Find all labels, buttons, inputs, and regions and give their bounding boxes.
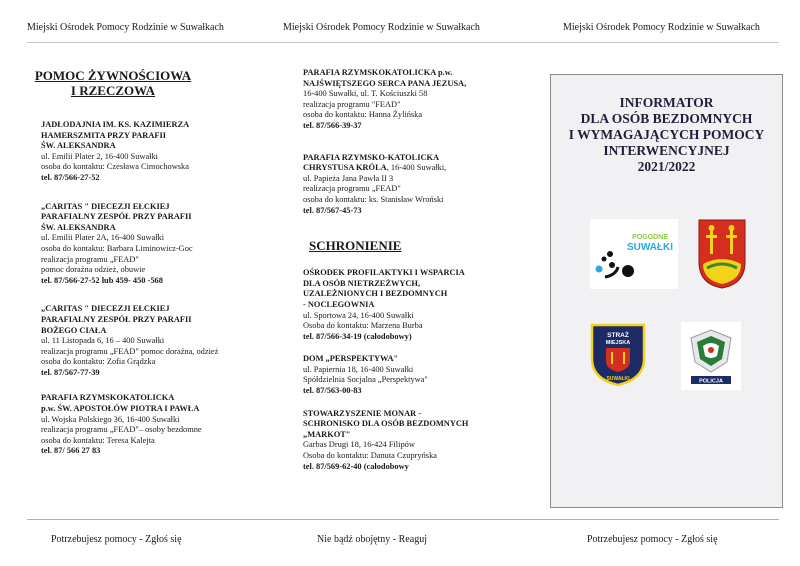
pogodne-suwalki-logo xyxy=(590,219,678,289)
shelter-entry-1: OŚRODEK PROFILAKTYKI I WSPARCIA DLA OSÓB NIETRZEŹWYCH, UZALEŻNIONYCH I BEZDOMNYCH - NOCLEGOWNIA ul. Sportowa 24, 16-400 Suwałki Osoba do kontaktu: Marzena Burba tel. 87/566-34-19 (całodobowy) xyxy=(303,268,528,342)
shelter-entry-3: STOWARZYSZENIE MONAR - SCHRONISKO DLA OSÓB BEZDOMNYCH „MARKOT" Garbas Drugi 18, 16-424 Filipów Osoba do kontaktu: Danuta Czupryńska tel. 87/569-62-40 (całodobowy xyxy=(303,409,528,473)
food-aid-title: POMOC ŻYWNOŚCIOWA I RZECZOWA xyxy=(34,68,192,98)
phone-number: tel. 87/ 566 27 83 xyxy=(41,446,101,456)
phone-number: tel. 87/569-62-40 (całodobowy xyxy=(303,461,409,471)
shelter-title: SCHRONIENIE xyxy=(309,238,402,254)
footer-left: Potrzebujesz pomocy - Zgłoś się xyxy=(51,534,182,545)
informator-title: INFORMATOR DLA OSÓB BEZDOMNYCH I WYMAGAJĄCYCH POMOCY INTERWENCYJNEJ 2021/2022 xyxy=(568,95,765,174)
svg-text:MIEJSKA: MIEJSKA xyxy=(605,340,631,346)
food-aid-column xyxy=(34,68,281,457)
svg-text:SUWAŁKI: SUWAŁKI xyxy=(626,242,674,253)
phone-number: tel. 87/566-39-37 xyxy=(303,120,362,130)
footer-center: Nie bądź obojętny - Reaguj xyxy=(317,534,427,545)
phone-number: tel. 87/566-27-52 lub 459- 450 -568 xyxy=(41,275,163,285)
phone-number: tel. 87/566-34-19 (całodobowy) xyxy=(303,331,412,341)
svg-text:STRAŻ: STRAŻ xyxy=(607,332,629,339)
header-divider xyxy=(27,42,779,43)
footer-right: Potrzebujesz pomocy - Zgłoś się xyxy=(587,534,718,545)
food-entry-2: „CARITAS " DIECEZJI EŁCKIEJ PARAFIALNY ZESPÓŁ PRZY PARAFII ŚW. ALEKSANDRA ul. Emilii Plater 2A, 16-400 Suwałki osoba do kontaktu: Barbara Liminowicz-Goc realizacja programu „FEAD" pomoc doraźna odzież, obuwie tel. 87/566-27-52 lub 459- 450 -568 xyxy=(41,202,281,287)
food-entry-3: „CARITAS " DIECEZJI EŁCKIEJ PARAFIALNY ZESPÓŁ PRZY PARAFII BOŻEGO CIAŁA ul. 11 Listopada 6, 16 – 400 Suwałki realizacja programu „FEAD" pomoc doraźna, odzież osoba do kontaktu: Zofia Grądzka tel. 87/567-77-39 xyxy=(41,304,281,378)
footer-divider xyxy=(27,519,779,520)
parish-entry-1: PARAFIA RZYMSKOKATOLICKA p.w. NAJŚWIĘTSZEGO SERCA PANA JEZUSA, 16-400 Suwałki, ul. T. Kościuszki 58 realizacja programu "FEAD" osoba do kontaktu: Hanna Żylińska tel. 87/566-39-37 xyxy=(303,68,528,132)
police-logo xyxy=(681,322,741,390)
phone-number: tel. 87/567-77-39 xyxy=(41,367,100,377)
food-entry-1: JADŁODAJNIA IM. KS. KAZIMIERZA HAMERSZMITA PRZY PARAFII ŚW. ALEKSANDRA ul. Emilii Plater 2, 16-400 Suwałki osoba do kontaktu: Czesława Cimochowska tel. 87/566-27-52 xyxy=(41,120,281,184)
header-center: Miejski Ośrodek Pomocy Rodzinie w Suwałkach xyxy=(283,22,480,33)
phone-number: tel. 87/566-27-52 xyxy=(41,172,100,182)
parish-shelter-column xyxy=(303,68,528,472)
parish-entry-2: PARAFIA RZYMSKO-KATOLICKA CHRYSTUSA KRÓLA, 16-400 Suwałki, ul. Papieża Jana Pawła II 3 realizacja programu „FEAD" osoba do kontaktu: ks. Stanisław Wroński tel. 87/567-45-73 xyxy=(303,153,528,217)
shelter-entry-2: DOM „PERSPEKTYWA" ul. Papiernia 18, 16-400 Suwałki Spółdzielnia Socjalna „Perspektywa" tel. 87/563-00-83 xyxy=(303,354,528,396)
phone-number: tel. 87/563-00-83 xyxy=(303,386,362,396)
food-entry-4: PARAFIA RZYMSKOKATOLICKA p.w. ŚW. APOSTOŁÓW PIOTRA I PAWŁA ul. Wojska Polskiego 36, 16-400 Suwałki realizacja programu „FEAD"– osoby bezdomne osoba do kontaktu: Teresa Kalejta tel. 87/ 566 27 83 xyxy=(41,393,281,457)
svg-text:POLICJA: POLICJA xyxy=(699,378,723,385)
phone-number: tel. 87/567-45-73 xyxy=(303,205,362,215)
svg-text:POGODNE: POGODNE xyxy=(632,234,668,241)
city-guard-badge xyxy=(588,321,648,387)
header-left: Miejski Ośrodek Pomocy Rodzinie w Suwałkach xyxy=(27,22,224,33)
informator-panel xyxy=(550,74,783,508)
header-right: Miejski Ośrodek Pomocy Rodzinie w Suwałkach xyxy=(563,22,760,33)
svg-text:SUWAŁKI: SUWAŁKI xyxy=(606,376,630,382)
city-coat-of-arms xyxy=(697,218,747,290)
